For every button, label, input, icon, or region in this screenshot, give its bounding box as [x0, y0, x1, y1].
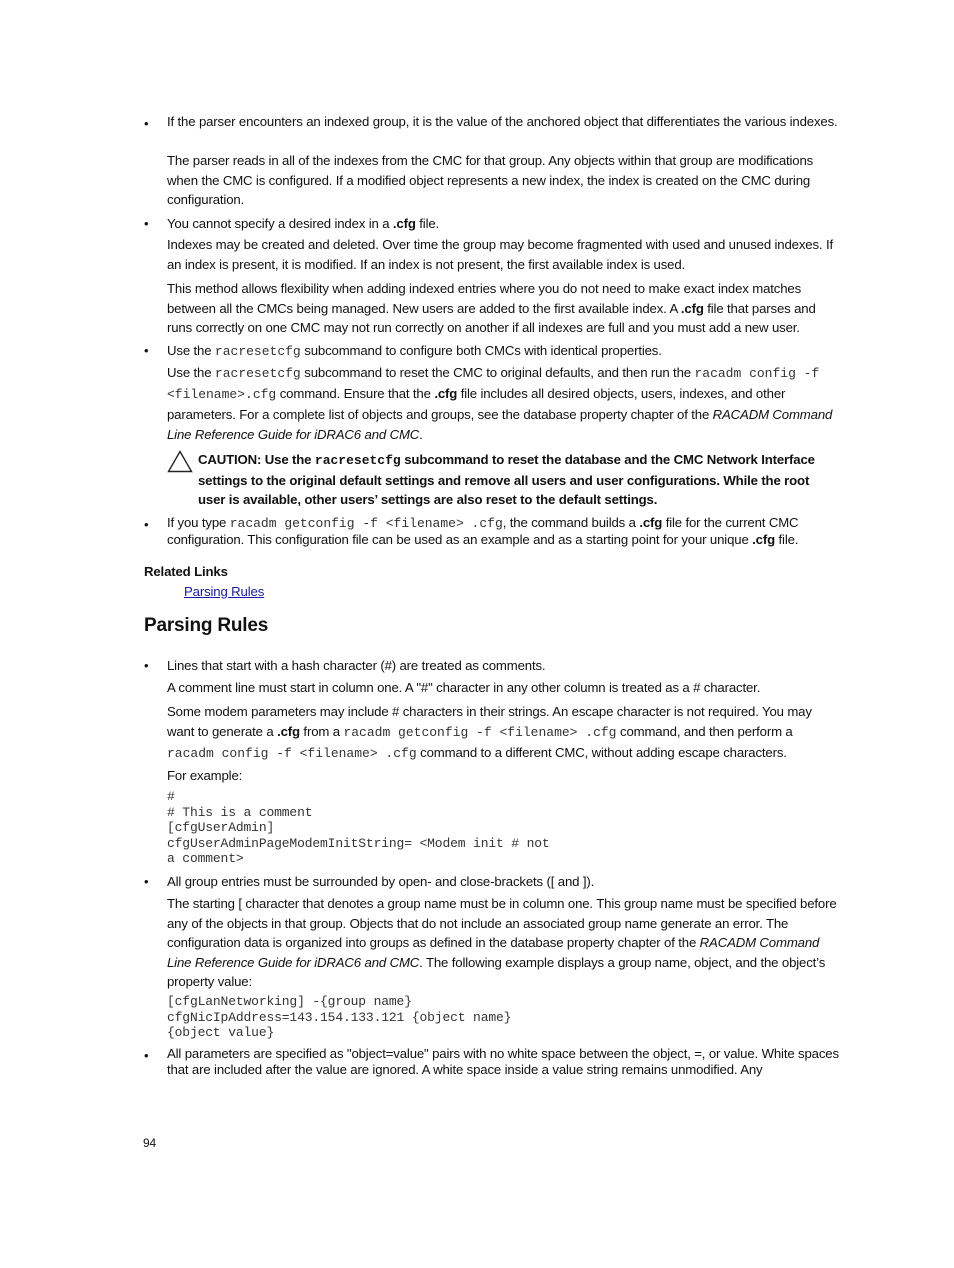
paragraph-text: subcommand to configure both CMCs with identical properties. — [300, 343, 662, 358]
inline-code: racadm config -f <filename> .cfg — [167, 746, 417, 761]
caution-triangle-icon — [167, 450, 193, 473]
paragraph-text: file includes all desired objects, users, indexes, and other parameters. For a complete list of objects and groups, see the database property chapter of the — [167, 386, 786, 422]
paragraph-text: . — [419, 427, 423, 442]
paragraph-text: The starting [ character that denotes a group name must be in column one. This group name must be specified before any of the objects in that group. Objects that do not include an associated group name generate an error. The configuration data is organized into groups as defined in the database property chapter of the — [167, 896, 837, 950]
paragraph — [167, 114, 839, 130]
paragraph-text: , the command builds a — [502, 515, 640, 530]
inline-code: racadm config -f <filename>.cfg — [167, 366, 820, 402]
bullet-marker: • — [144, 343, 149, 358]
paragraph-text: file that parses and runs correctly on one CMC may not run correctly on another if all indexes are full and you must add a new user. — [167, 300, 816, 335]
paragraph-text: file for the current CMC configuration. This configuration file can be used as an example and as a starting point for your unique — [167, 515, 799, 547]
paragraph-text: You cannot specify a desired index in a — [167, 216, 393, 231]
inline-code: racadm getconfig -f <filename> .cfg — [229, 516, 503, 531]
paragraph — [167, 363, 839, 445]
code-block: # # This is a comment [cfgUserAdmin] cfgUserAdminPageModemInitString= <Modem init # not a comment> — [167, 789, 550, 866]
paragraph-text: subcommand to reset the CMC to original defaults, and then run the — [300, 365, 695, 380]
inline-code: racresetcfg — [214, 344, 301, 359]
section-title: Parsing Rules — [144, 615, 269, 636]
paragraph-text: Use the — [167, 365, 215, 380]
paragraph — [167, 214, 839, 234]
file-extension: .cfg — [639, 515, 663, 530]
file-extension: .cfg — [752, 532, 776, 547]
bullet-marker: • — [144, 116, 149, 131]
paragraph-text: The parser reads in all of the indexes from the CMC for that group. Any objects within that group are modifications when the CMC is configured. If a modified object represents a new index, the index is created on the CMC during configuration. — [167, 153, 814, 207]
caution-text — [198, 450, 839, 510]
guide-title: RACADM Command Line Reference Guide for iDRAC6 and CMC — [167, 935, 820, 970]
paragraph — [167, 1046, 839, 1078]
parsing-rules-link[interactable]: Parsing Rules — [184, 584, 265, 599]
bullet-marker: • — [144, 517, 149, 532]
guide-title: RACADM Command Line Reference Guide for iDRAC6 and CMC — [167, 407, 833, 442]
paragraph-text: Some modem parameters may include # characters in their strings. An escape character is not required. You may want to generate a — [167, 704, 812, 739]
file-extension: .cfg — [434, 386, 458, 401]
paragraph — [167, 894, 839, 992]
bullet-marker: • — [144, 658, 149, 673]
code-block: [cfgLanNetworking] -{group name} cfgNicIpAddress=143.154.133.121 {object name} {object value} — [167, 994, 512, 1040]
paragraph-text: file. — [415, 216, 440, 231]
caution-label: CAUTION: Use the — [198, 452, 315, 467]
paragraph-text: . The following example displays a group name, object, and the object’s property value: — [167, 954, 826, 989]
paragraph-text: Lines that start with a hash character (#) are treated as comments. — [167, 658, 546, 673]
paragraph-text: A comment line must start in column one. A "#" character in any other column is treated as a # character. — [167, 680, 761, 695]
bullet-marker: • — [144, 216, 149, 231]
paragraph — [167, 678, 839, 698]
inline-code: racadm getconfig -f <filename> .cfg — [343, 725, 617, 740]
paragraph — [167, 341, 839, 362]
paragraph-text: command to a different CMC, without adding escape characters. — [416, 745, 787, 760]
bullet-marker: • — [144, 874, 149, 889]
paragraph-text: command. Ensure that the — [276, 386, 435, 401]
paragraph — [167, 515, 839, 548]
paragraph-text: Use the — [167, 343, 215, 358]
paragraph — [167, 766, 839, 786]
paragraph-text: For example: — [167, 768, 243, 783]
paragraph — [167, 702, 839, 764]
paragraph-text: All group entries must be surrounded by open- and close-brackets ([ and ]). — [167, 874, 595, 889]
file-extension: .cfg — [680, 300, 704, 316]
related-links-heading: Related Links — [144, 564, 228, 579]
page-number: 94 — [143, 1136, 157, 1150]
paragraph-text: file. — [775, 532, 799, 547]
inline-code: racresetcfg — [214, 366, 301, 381]
paragraph — [167, 235, 839, 274]
paragraph-text: Indexes may be created and deleted. Over time the group may become fragmented with used and unused indexes. If an index is present, it is modified. If an index is not present, the first available index is used. — [167, 237, 833, 272]
paragraph — [167, 656, 839, 676]
paragraph-text: All parameters are specified as "object=value" pairs with no white space between the object, =, or value. White spaces that are included after the value are ignored. A white space inside a value string remains unmodified. Any — [167, 1046, 839, 1077]
inline-code: racresetcfg — [314, 453, 401, 468]
paragraph — [167, 872, 839, 892]
paragraph-text: This method allows flexibility when adding indexed entries where you do not need to make exact index matches between all the CMCs being managed. New users are added to the first available index. A — [167, 281, 802, 316]
caution-body: subcommand to reset the database and the CMC Network Interface settings to the original default settings and remove all users and user configurations. While the root user is available, other users’ settings are also reset to the default settings. — [198, 452, 815, 507]
paragraph-text: from a — [299, 724, 344, 739]
paragraph — [167, 151, 839, 210]
paragraph-text: If you type — [167, 515, 230, 530]
file-extension: .cfg — [392, 216, 416, 231]
bullet-marker: • — [144, 1048, 149, 1063]
file-extension: .cfg — [277, 724, 300, 739]
paragraph-text: If the parser encounters an indexed group, it is the value of the anchored object that differentiates the various indexes. — [167, 114, 838, 129]
paragraph — [167, 279, 839, 338]
paragraph-text: command, and then perform a — [616, 724, 793, 739]
